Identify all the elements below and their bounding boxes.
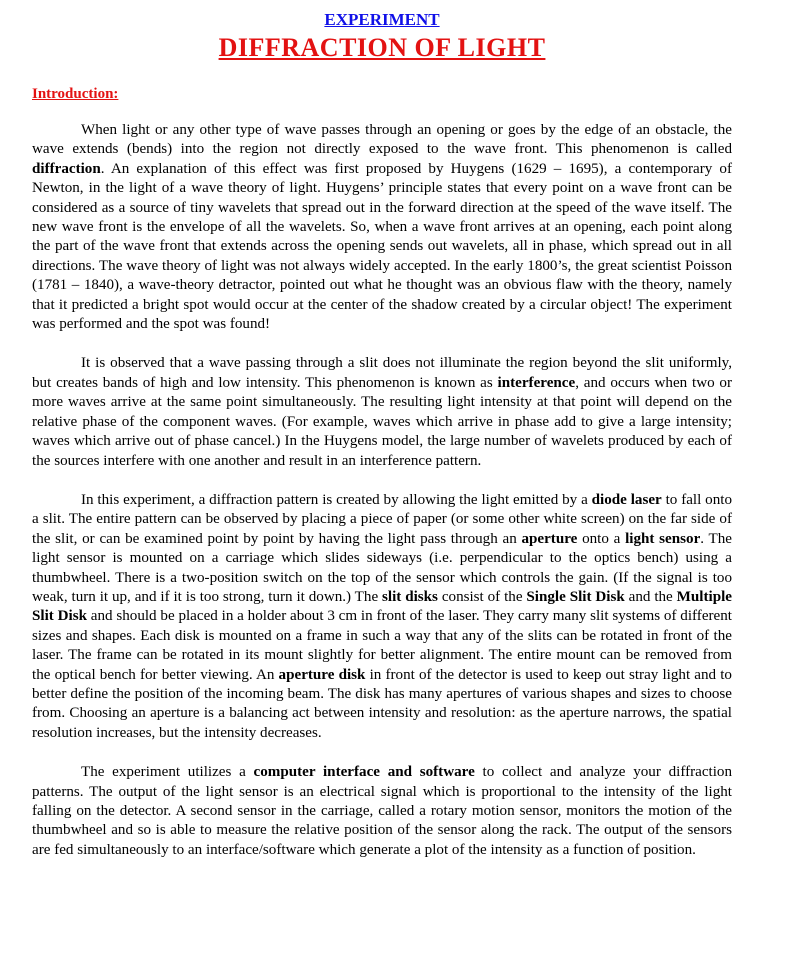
paragraph-text: to fall onto a slit. The entire pattern can be observed by placing a piece of paper (or some other white screen) on the far side of the slit, or can be examined point by point by having the light pass through an [32, 491, 733, 547]
paragraph-text: When light or any other type of wave passes through an opening or goes by the edge of an obstacle, the wave extends (bends) into the region not directly exposed to the wave front. This phenomenon is called [32, 122, 732, 158]
term-slit-disks: slit disks [382, 588, 438, 605]
paragraph-text: and the [624, 588, 677, 605]
paragraph-text: and should be placed in a holder about 3 cm in front of the laser. They carry many slit systems of different sizes and shapes. Each disk is mounted on a frame in such a way that any of the slits can be rotated in front of the laser. The frame can be rotated in its mount slightly for better alignment. The entire mount can be removed from the optical bench for better viewing. An [32, 608, 732, 683]
paragraph-diffraction [32, 121, 732, 334]
paragraph-text: consist of the [437, 588, 527, 605]
paragraph-apparatus [32, 491, 732, 743]
term-computer-interface: computer interface and software [253, 764, 475, 781]
paragraph-interference [32, 354, 732, 470]
paragraph-text: . An explanation of this effect was first proposed by Huygens (1629 – 1695), a contemporary of Newton, in the light of a wave theory of light. Huygens’ principle states that every point on a wave front can be considered as a source of tiny wavelets that spread out in the forward direction at the speed of the wave itself. The new wave front is the envelope of all the wavelets. So, when a wave front arrives at an opening, each point along the part of the wave front that extends across the opening sends out wavelets, all in phase, which spread out in all directions. The wave theory of light was not always widely accepted. In the early 1800’s, the great scientist Poisson (1781 – 1840), a wave-theory detractor, pointed out what he thought was an obvious flaw with the theory, namely that it predicted a bright spot would occur at the center of the shadow created by a circular object! The experiment was performed and the spot was found! [32, 160, 732, 333]
term-diffraction: diffraction [32, 160, 101, 177]
experiment-label: EXPERIMENT [324, 10, 440, 29]
term-light-sensor: light sensor [625, 530, 701, 547]
document-body [32, 121, 732, 860]
document-header [32, 10, 732, 63]
paragraph-text: onto a [577, 530, 626, 547]
term-interference: interference [497, 374, 576, 391]
term-diode-laser: diode laser [591, 491, 662, 508]
term-aperture: aperture [521, 530, 578, 547]
paragraph-text: . The light sensor is mounted on a carriage which slides sideways (i.e. perpendicular to the optics bench) using a thumbwheel. There is a two-position switch on the top of the sensor which controls the gain. (If the signal is too weak, turn it up, and if it is too strong, turn it down.) The [32, 530, 732, 605]
paragraph-text: The experiment utilizes a [81, 764, 254, 781]
paragraph-text: , and occurs when two or more waves arrive at the same point simultaneously. The resulting light intensity at that point will depend on the relative phase of the component waves. (For example, waves which arrive in phase add to give a large intensity; waves which arrive out of phase cancel.) In the Huygens model, the large number of wavelets produced by each of the sources interfere with one another and result in an interference pattern. [32, 374, 733, 469]
term-multiple-slit-disk: Multiple Slit Disk [32, 588, 732, 625]
paragraph-text: in front of the detector is used to keep out stray light and to better define the position of the incoming beam. The disk has many apertures of various shapes and sizes to choose from. Choosing an aperture is a balancing act between intensity and resolution: as the aperture narrows, the spatial resolution increases, but the intensity decreases. [32, 666, 732, 741]
paragraph-text: It is observed that a wave passing through a slit does not illuminate the region beyond the slit uniformly, but creates bands of high and low intensity. This phenomenon is known as [32, 355, 732, 391]
paragraph-text: to collect and analyze your diffraction patterns. The output of the light sensor is an electrical signal which is proportional to the intensity of the light falling on the detector. A second sensor in the carriage, called a rotary motion sensor, monitors the motion of the thumbwheel and so is able to measure the relative position of the sensor along the rack. The output of the sensors are fed simultaneously to an interface/software which generate a plot of the intensity as a function of position. [32, 764, 733, 858]
introduction-heading: Introduction: [32, 86, 119, 102]
paragraph-text: In this experiment, a diffraction pattern is created by allowing the light emitted by a [81, 491, 592, 508]
term-single-slit-disk: Single Slit Disk [526, 588, 625, 605]
page-title: DIFFRACTION OF LIGHT [218, 33, 546, 62]
paragraph-software [32, 763, 732, 860]
term-aperture-disk: aperture disk [278, 666, 366, 683]
